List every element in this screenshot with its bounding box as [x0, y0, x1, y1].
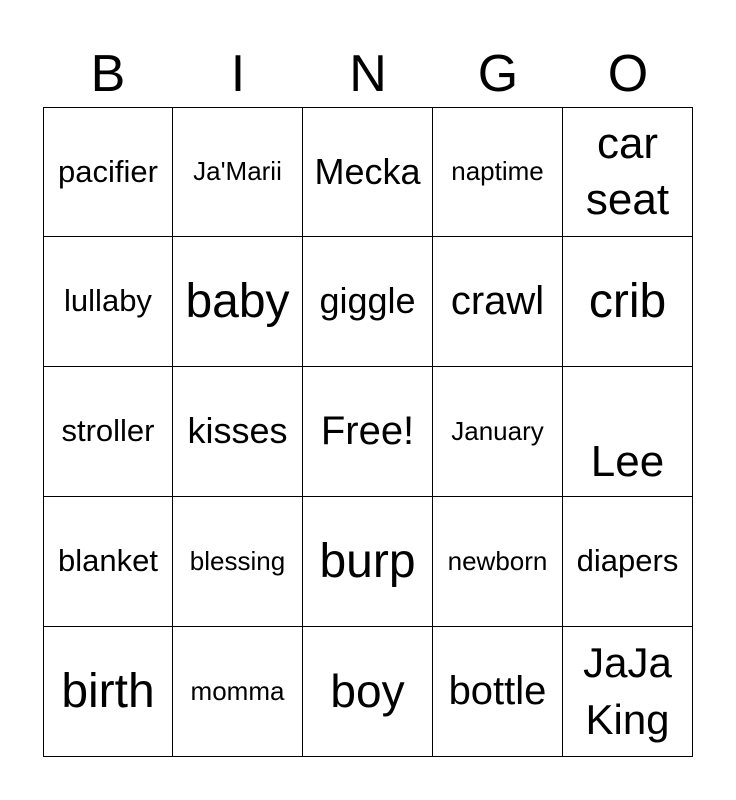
bingo-cell[interactable]	[433, 367, 563, 497]
bingo-cell[interactable]	[303, 497, 433, 627]
cell-text: lullaby	[64, 283, 152, 319]
bingo-cell[interactable]	[563, 237, 693, 367]
cell-text: bottle	[448, 669, 547, 714]
cell-text: baby	[185, 274, 290, 328]
cell-text: crib	[588, 274, 667, 328]
bingo-cell[interactable]	[563, 497, 693, 627]
bingo-cell[interactable]	[43, 497, 173, 627]
bingo-cell[interactable]	[433, 237, 563, 367]
bingo-cell[interactable]	[563, 627, 693, 757]
cell-text: JaJa King	[583, 638, 672, 743]
cell-text: diapers	[576, 543, 679, 579]
bingo-cell[interactable]	[43, 627, 173, 757]
bingo-cell[interactable]	[173, 237, 303, 367]
bingo-cell[interactable]	[43, 367, 173, 497]
cell-text: burp	[319, 534, 416, 588]
bingo-cell[interactable]	[433, 497, 563, 627]
cell-text: Ja'Marii	[193, 156, 282, 187]
bingo-cell[interactable]	[433, 107, 563, 237]
bingo-cell[interactable]	[563, 367, 693, 497]
bingo-cell[interactable]	[433, 627, 563, 757]
cell-text: stroller	[61, 413, 155, 449]
free-space-cell[interactable]	[303, 367, 433, 497]
cell-text: giggle	[319, 280, 416, 322]
cell-text: kisses	[187, 410, 288, 452]
bingo-cell[interactable]	[173, 367, 303, 497]
cell-text: naptime	[451, 156, 544, 187]
header-letter-n: N	[349, 45, 387, 103]
cell-text: car seat	[585, 118, 670, 224]
header-letter-b: B	[90, 45, 126, 103]
header-letter-o: O	[607, 45, 649, 103]
bingo-cell[interactable]	[173, 627, 303, 757]
bingo-board	[43, 107, 693, 757]
bingo-cell[interactable]	[303, 237, 433, 367]
cell-text: blanket	[58, 543, 158, 579]
cell-text: crawl	[450, 279, 545, 324]
cell-text: birth	[61, 664, 155, 718]
bingo-cell[interactable]	[563, 107, 693, 237]
cell-text: Mecka	[314, 150, 421, 192]
bingo-cell[interactable]	[173, 107, 303, 237]
bingo-cell[interactable]	[43, 107, 173, 237]
bingo-cell[interactable]	[43, 237, 173, 367]
cell-text: momma	[190, 675, 285, 706]
cell-text: pacifier	[58, 153, 158, 189]
bingo-cell[interactable]	[303, 107, 433, 237]
cell-text: January	[451, 415, 544, 446]
header-letter-i: I	[230, 45, 246, 103]
bingo-cell[interactable]	[173, 497, 303, 627]
bingo-cell[interactable]	[303, 627, 433, 757]
cell-text: newborn	[447, 545, 548, 576]
cell-text: boy	[330, 664, 405, 717]
header-letter-g: G	[477, 45, 519, 103]
cell-text: blessing	[189, 545, 286, 576]
bingo-header	[43, 40, 693, 108]
cell-text: Lee	[590, 436, 665, 486]
cell-text: Free!	[320, 409, 415, 454]
